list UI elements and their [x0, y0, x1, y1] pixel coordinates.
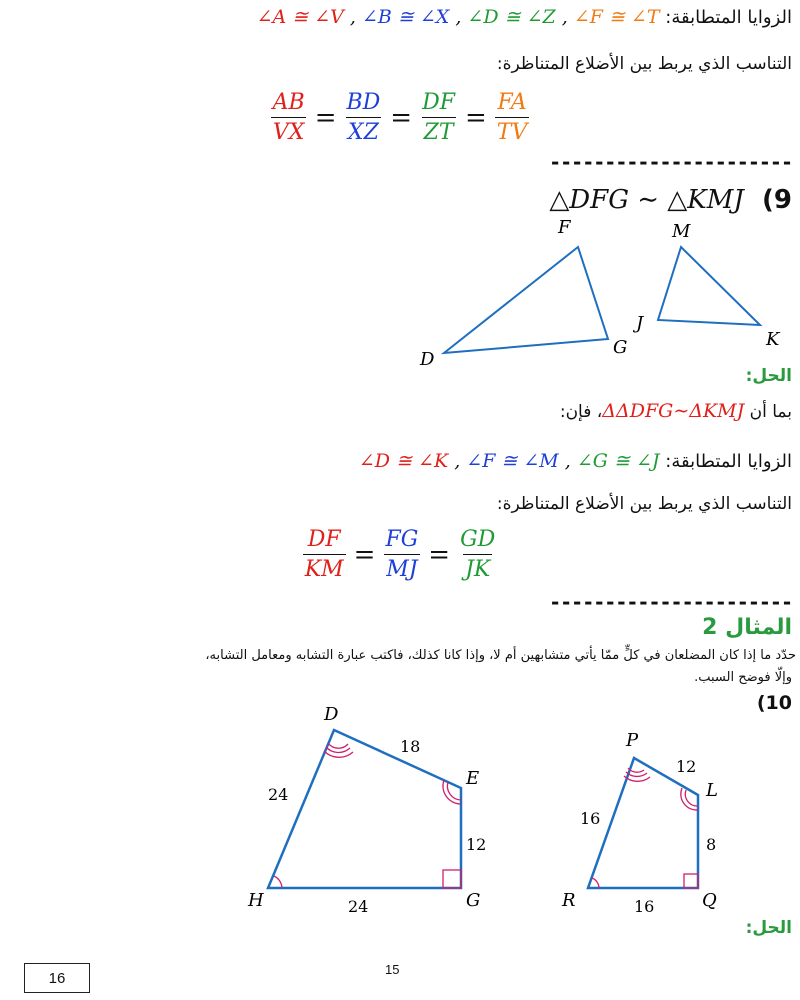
side-lq: 8 [706, 835, 717, 854]
fraction: $\frac{DF}{KM}$ [304, 527, 344, 582]
divider: ---------------------- [549, 590, 792, 614]
p9-proportion: $\frac{DF}{KM}$ = $\frac{FG}{MJ}$ = $\frac{GD}{JK}$ [304, 527, 496, 582]
vertex-m: M [672, 221, 691, 242]
page-number: 15 [385, 962, 400, 977]
problem-number: (10 [756, 692, 792, 714]
p9-congruent-label: الزوايا المتطابقة: [665, 451, 792, 472]
problem9-header [549, 185, 792, 215]
solution-label: الحل: [745, 918, 792, 938]
fraction: $\frac{GD}{JK}$ [460, 527, 496, 582]
angle-pair: ∠G ≅ ∠J [576, 450, 660, 472]
instruction-line1: حدّد ما إذا كان المضلعان في كلٍّ ممّا يأتي متشابهين أم لا، وإذا كانا كذلك، فاكتب عبارة التشابه ومعامل التشابه، [205, 648, 796, 663]
triangle-kmj [658, 247, 760, 325]
p9-angles: ∠D ≅ ∠K , ∠F ≅ ∠M , ∠G ≅ ∠J [358, 450, 660, 472]
side-pr: 16 [580, 809, 601, 828]
vertex-g: G [613, 337, 628, 358]
side-dh: 24 [268, 785, 289, 804]
example-title: المثال 2 [702, 615, 792, 640]
solution-label: الحل: [745, 366, 792, 386]
angle-mark-d [328, 743, 348, 748]
top-proportion: $\frac{AB}{VX}$ = $\frac{BD}{XZ}$ = $\frac{DF}{ZT}$ = $\frac{FA}{TV}$ [272, 90, 528, 145]
side-hg: 24 [348, 897, 369, 916]
vertex-h: H [248, 890, 264, 911]
top-congruent-label: الزوايا المتطابقة: [665, 7, 792, 28]
vertex-g: G [466, 890, 481, 911]
fraction: $\frac{FA}{TV}$ [496, 90, 528, 145]
p9-proportion-label: التناسب الذي يربط بين الأضلاع المتناظرة: [496, 494, 792, 514]
fraction: $\frac{FG}{MJ}$ [385, 527, 419, 582]
side-pl: 12 [676, 757, 697, 776]
problem-number: (9 [762, 185, 792, 215]
right-angle-g [443, 870, 461, 888]
triangles-figure [400, 215, 800, 375]
divider: ---------------------- [549, 150, 792, 174]
angle-pair: ∠F ≅ ∠M [466, 450, 559, 472]
triangle-dfg [444, 247, 608, 353]
angle-pair: ∠F ≅ ∠T [573, 6, 660, 28]
vertex-j: J [636, 313, 644, 334]
vertex-e: E [466, 768, 480, 789]
fraction: $\frac{AB}{VX}$ [272, 90, 305, 145]
angle-mark-h [274, 876, 282, 888]
angle-pair: ∠D ≅ ∠K [358, 450, 449, 472]
quad-dehg [268, 730, 461, 888]
angle-pair: ∠A ≅ ∠V [256, 6, 344, 28]
since-line [0, 400, 792, 422]
fraction: $\frac{DF}{ZT}$ [422, 90, 455, 145]
angle-mark-r [592, 878, 599, 888]
top-angles: ∠A ≅ ∠V , ∠B ≅ ∠X , ∠D ≅ ∠Z , ∠F ≅ ∠T [256, 6, 660, 28]
top-proportion-label: التناسب الذي يربط بين الأضلاع المتناظرة: [496, 54, 792, 74]
quad-plqr [588, 758, 698, 888]
vertex-k: K [766, 329, 780, 350]
vertex-d: D [420, 349, 435, 370]
top-congruent-line [0, 6, 792, 28]
instruction-line2: وإلّا فوضح السبب. [694, 670, 792, 685]
angle-pair: ∠D ≅ ∠Z [467, 6, 556, 28]
side-de: 18 [400, 737, 421, 756]
vertex-r: R [562, 890, 576, 911]
then-text: ، فإن: [559, 402, 603, 422]
p9-congruent-line [0, 450, 792, 472]
side-rq: 16 [634, 897, 655, 916]
quadrilaterals-figure [230, 700, 750, 920]
since-text: بما أن [749, 402, 792, 422]
vertex-l: L [706, 780, 718, 801]
vertex-q: Q [702, 890, 717, 911]
angle-pair: ∠B ≅ ∠X [361, 6, 450, 28]
vertex-f: F [558, 217, 571, 238]
since-expression: ΔΔDFG∼ΔKMJ [602, 400, 745, 422]
similarity-statement: △DFG ∼ △KMJ [549, 185, 744, 215]
vertex-p: P [626, 730, 639, 751]
side-eg: 12 [466, 835, 487, 854]
right-angle-q [684, 874, 698, 888]
fraction: $\frac{BD}{XZ}$ [346, 90, 381, 145]
page-box: 16 [24, 963, 90, 993]
vertex-d: D [324, 704, 339, 725]
